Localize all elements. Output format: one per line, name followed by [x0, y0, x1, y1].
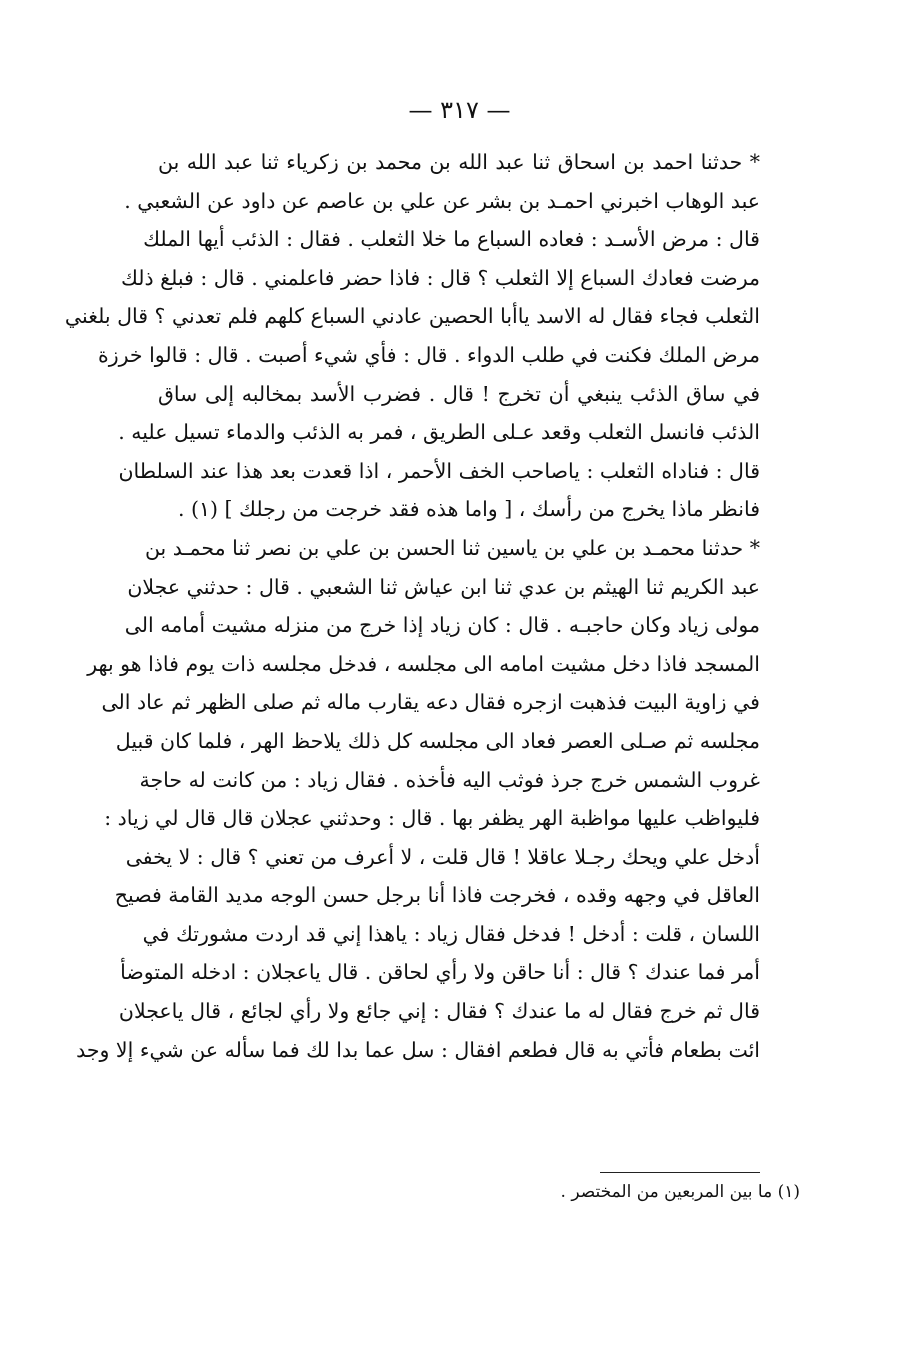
text-line: المسجد فاذا دخل مشيت امامه الى مجلسه ، فدخل مجلسه ذات يوم فاذا هو بهر — [87, 651, 760, 676]
footnote-divider — [600, 1172, 760, 1173]
text-line: العاقل في وجهه وقده ، فخرجت فاذا أنا برجل حسن الوجه مديد القامة فصيح — [114, 883, 760, 908]
text-line: في ساق الذئب ينبغي أن تخرج ! قال . فضرب الأسد بمخالبه إلى ساق — [158, 381, 760, 406]
text-line: غروب الشمس خرج جرذ فوثب اليه فأخذه . فقال زياد : من كانت له حاجة — [139, 767, 760, 792]
text-line: أمر فما عندك ؟ قال : أنا حاقن ولا رأي لحاقن . قال ياعجلان : ادخله المتوضأ — [120, 960, 760, 985]
text-line: فانظر ماذا يخرج من رأسك ، [ واما هذه فقد خرجت من رجلك ] (١) . — [177, 497, 760, 522]
text-line: فليواظب عليها مواظبة الهر يظفر بها . قال : وحدثني عجلان قال قال لي زياد : — [104, 806, 760, 831]
text-line: عبد الوهاب اخبرني احمـد بن بشر عن علي بن عاصم عن داود عن الشعبي . — [124, 188, 760, 213]
text-line: اللسان ، قلت : أدخل ! فدخل فقال زياد : ياهذا إني قد اردت مشورتك في — [142, 921, 760, 946]
text-line: قال ثم خرج فقال له ما عندك ؟ فقال : إني جائع ولا رأي لجائع ، قال ياعجلان — [118, 999, 760, 1024]
text-line: مرضت فعادك السباع إلا الثعلب ؟ قال : فاذا حضر فاعلمني . قال : فبلغ ذلك — [121, 265, 760, 290]
text-line: مولى زياد وكان حاجبـه . قال : كان زياد إذا خرج من منزله مشيت أمامه الى — [124, 613, 760, 638]
text-line: * حدثنا محمـد بن علي بن ياسين ثنا الحسن بن علي بن نصر ثنا محمـد بن — [144, 535, 760, 560]
footnote: (١) ما بين المربعين من المختصر . — [560, 1182, 800, 1202]
text-line: الثعلب فجاء فقال له الاسد ياأبا الحصين عادني السباع كلهم فلم تعدني ؟ قال بلغني — [64, 304, 760, 329]
text-line: أدخل علي ويحك رجـلا عاقلا ! قال قلت ، لا أعرف من تعني ؟ قال : لا يخفى — [125, 844, 760, 869]
text-line: مرض الملك فكنت في طلب الدواء . قال : فأي شيء أصبت . قال : قالوا خرزة — [97, 342, 760, 367]
text-line: عبد الكريم ثنا الهيثم بن عدي ثنا ابن عياش ثنا الشعبي . قال : حدثني عجلان — [127, 574, 760, 599]
text-line: * حدثنا احمد بن اسحاق ثنا عبد الله بن محمد بن زكرياء ثنا عبد الله بن — [158, 150, 760, 174]
body-text — [64, 143, 760, 1069]
text-line: ائت بطعام فأتي به قال فطعم افقال : سل عما بدا لك فما سأله عن شيء إلا وجد — [76, 1037, 760, 1062]
text-line: الذئب فانسل الثعلب وقعد عـلى الطريق ، فمر به الذئب والدماء تسيل عليه . — [118, 420, 760, 445]
text-line: في زاوية البيت فذهبت ازجره فقال دعه يقارب ماله ثم صلى الظهر ثم عاد الى — [101, 690, 760, 715]
text-line: قال : فناداه الثعلب : ياصاحب الخف الأحمر ، اذا قعدت بعد هذا عند السلطان — [118, 458, 760, 483]
text-line: مجلسه ثم صـلى العصر فعاد الى مجلسه كل ذلك يلاحظ الهر ، فلما كان قبيل — [115, 728, 760, 753]
page-number: — ٣١٧ — — [408, 96, 511, 124]
text-line: قال : مرض الأسـد : فعاده السباع ما خلا الثعلب . فقال : الذئب أيها الملك — [143, 227, 760, 252]
